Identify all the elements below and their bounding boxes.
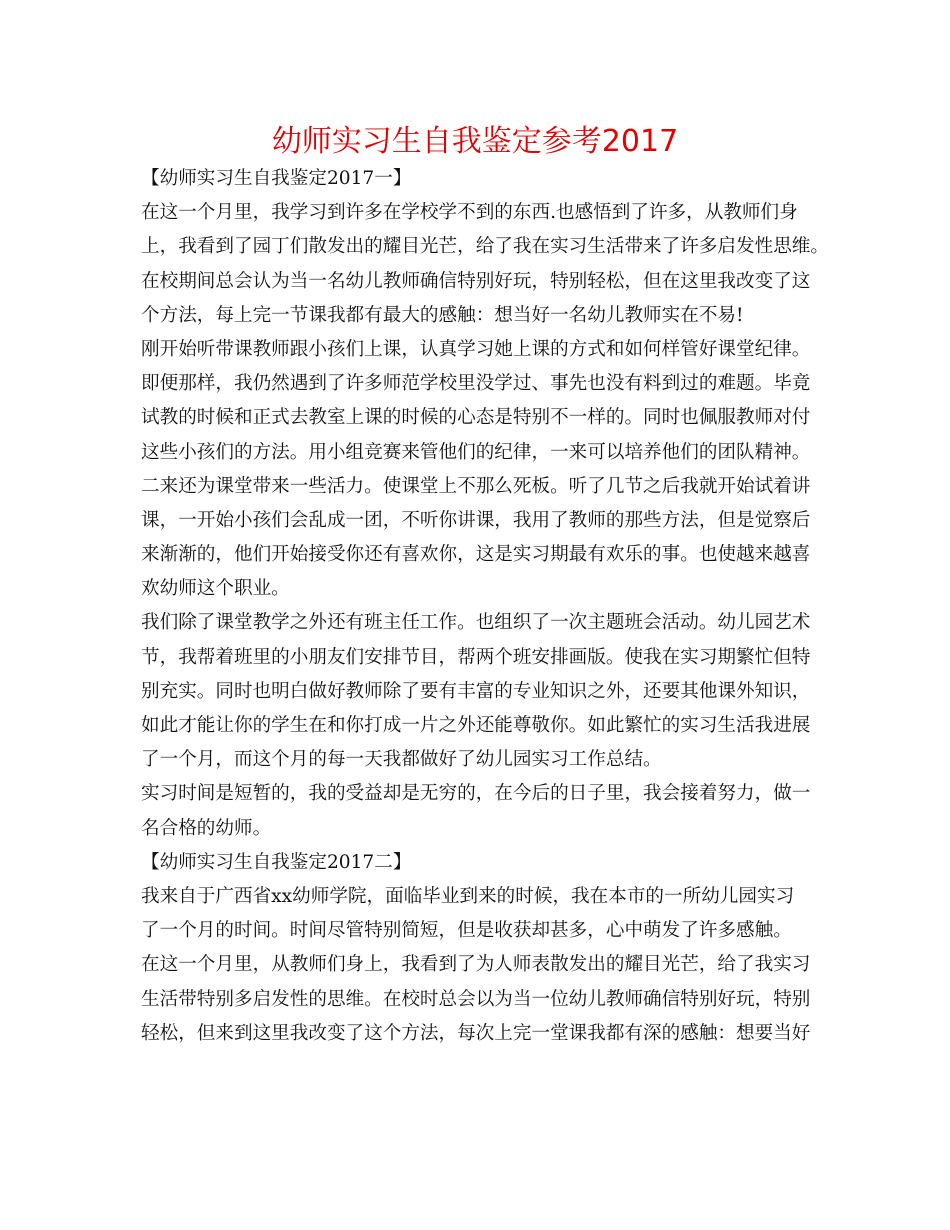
document-body — [141, 162, 829, 1051]
paragraph-line: 名合格的幼师。 — [141, 817, 272, 839]
paragraph-line: 我来自于广西省xx幼师学院，面临毕业到来的时候，我在本市的一所幼儿园实习 — [141, 885, 795, 907]
paragraph-line: 生活带特别多启发性的思维。在校时总会以为当一位幼儿教师确信特别好玩，特别 — [141, 988, 811, 1010]
paragraph-line: 刚开始听带课教师跟小孩们上课，认真学习她上课的方式和如何样管好课堂纪律。 — [141, 338, 811, 360]
paragraph-line: 在校期间总会认为当一名幼儿教师确信特别好玩，特别轻松，但在这里我改变了这 — [141, 270, 811, 292]
paragraph-line: 我们除了课堂教学之外还有班主任工作。也组织了一次主题班会活动。幼儿园艺术 — [141, 612, 811, 634]
section-heading: 【幼师实习生自我鉴定2017一】 — [141, 168, 412, 189]
document-title: 幼师实习生自我鉴定参考2017 — [271, 124, 679, 159]
section-heading: 【幼师实习生自我鉴定2017二】 — [141, 851, 412, 873]
paragraph-line: 试教的时候和正式去教室上课的时候的心态是特别不一样的。同时也佩服教师对付 — [141, 407, 811, 429]
paragraph-line: 上，我看到了园丁们散发出的耀目光芒，给了我在实习生活带来了许多启发性思维。 — [141, 236, 829, 258]
paragraph-line: 这些小孩们的方法。用小组竞赛来管他们的纪律，一来可以培养他们的团队精神。 — [141, 441, 811, 463]
paragraph-line: 了一个月的时间。时间尽管特别简短，但是收获却甚多，心中萌发了许多感触。 — [141, 920, 792, 942]
paragraph-line: 如此才能让你的学生在和你打成一片之外还能尊敬你。如此繁忙的实习生活我进展 — [141, 715, 811, 736]
paragraph-line: 在这一个月里，我学习到许多在学校学不到的东西.也感悟到了许多，从教师们身 — [141, 202, 798, 224]
paragraph-line: 个方法，每上完一节课我都有最大的感触：想当好一名幼儿教师实在不易! — [141, 304, 744, 326]
paragraph-line: 了一个月，而这个月的每一天我都做好了幼儿园实习工作总结。 — [141, 749, 662, 771]
paragraph-line: 在这一个月里，从教师们身上，我看到了为人师表散发出的耀目光芒，给了我实习 — [141, 954, 811, 976]
paragraph-line: 欢幼师这个职业。 — [141, 578, 290, 600]
paragraph-line: 实习时间是短暂的，我的受益却是无穷的，在今后的日子里，我会接着努力，做一 — [141, 783, 811, 805]
paragraph-line: 别充实。同时也明白做好教师除了要有丰富的专业知识之外，还要其他课外知识， — [141, 680, 811, 702]
paragraph-line: 来渐渐的，他们开始接受你还有喜欢你，这是实习期最有欢乐的事。也使越来越喜 — [141, 544, 811, 566]
paragraph-line: 轻松，但来到这里我改变了这个方法，每次上完一堂课我都有深的感触：想要当好 — [141, 1022, 811, 1044]
paragraph-line: 课，一开始小孩们会乱成一团，不听你讲课，我用了教师的那些方法，但是觉察后 — [141, 509, 811, 531]
paragraph-line: 二来还为课堂带来一些活力。使课堂上不那么死板。听了几节之后我就开始试着讲 — [141, 475, 811, 497]
paragraph-line: 即便那样，我仍然遇到了许多师范学校里没学过、事先也没有料到过的难题。毕竟 — [141, 373, 811, 395]
paragraph-line: 节，我帮着班里的小朋友们安排节目，帮两个班安排画版。使我在实习期繁忙但特 — [141, 646, 811, 668]
